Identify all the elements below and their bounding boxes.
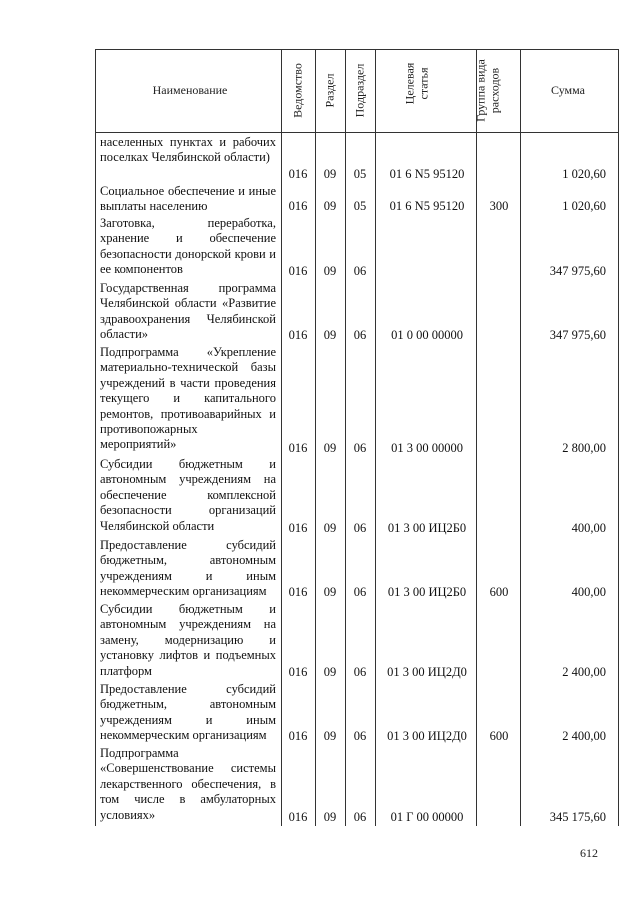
row-name: Подпрограмма «Укрепление материально-технической базы учреждений в части проведения текущего и капитального ремонтов, противоаварийных и противопожарных мероприятий» <box>100 345 276 452</box>
column-divider <box>345 49 346 826</box>
row-podrazdel: 06 <box>353 665 367 679</box>
row-vedomstvo: 016 <box>288 729 308 743</box>
row-podrazdel: 06 <box>353 729 367 743</box>
row-razdel: 09 <box>323 167 337 181</box>
row-gruppa: 300 <box>489 199 509 213</box>
row-celevaya: 01 Г 00 00000 <box>390 810 464 824</box>
row-name: Предоставление субсидий бюджетным, автономным учреждениям и иным некоммерческим организациям <box>100 682 276 743</box>
row-vedomstvo: 016 <box>288 810 308 824</box>
row-summa: 1 020,60 <box>562 199 606 213</box>
row-vedomstvo: 016 <box>288 665 308 679</box>
header-gruppa-line2: расходов <box>487 67 502 114</box>
row-razdel: 09 <box>323 521 337 535</box>
header-razdel: Раздел <box>322 73 337 108</box>
row-summa: 2 400,00 <box>562 729 606 743</box>
row-name: Государственная программа Челябинской области «Развитие здравоохранения Челябинской области» <box>100 281 276 342</box>
row-razdel: 09 <box>323 264 337 278</box>
header-summa: Сумма <box>551 83 585 97</box>
row-celevaya: 01 3 00 ИЦ2Б0 <box>387 521 467 535</box>
row-vedomstvo: 016 <box>288 264 308 278</box>
row-celevaya: 01 6 N5 95120 <box>389 167 465 181</box>
row-podrazdel: 06 <box>353 264 367 278</box>
row-podrazdel: 06 <box>353 328 367 342</box>
row-podrazdel: 06 <box>353 810 367 824</box>
header-name: Наименование <box>152 83 228 97</box>
row-summa: 347 975,60 <box>549 328 606 342</box>
row-celevaya: 01 3 00 ИЦ2Б0 <box>387 585 467 599</box>
page-number: 612 <box>580 846 598 860</box>
row-podrazdel: 05 <box>353 199 367 213</box>
row-vedomstvo: 016 <box>288 199 308 213</box>
column-divider <box>520 49 521 826</box>
row-vedomstvo: 016 <box>288 441 308 455</box>
row-celevaya: 01 0 00 00000 <box>391 328 463 342</box>
row-podrazdel: 06 <box>353 441 367 455</box>
header-gruppa-line1: Группа вида <box>473 59 488 122</box>
column-divider <box>95 49 96 826</box>
row-vedomstvo: 016 <box>288 521 308 535</box>
row-gruppa: 600 <box>489 729 509 743</box>
table-header-border <box>95 132 618 133</box>
row-name: Заготовка, переработка, хранение и обеспечение безопасности донорской крови и ее компонентов <box>100 216 276 277</box>
row-name: населенных пунктах и рабочих поселках Челябинской области) <box>100 135 276 165</box>
row-summa: 1 020,60 <box>562 167 606 181</box>
row-name: Социальное обеспечение и иные выплаты населению <box>100 184 276 214</box>
row-celevaya: 01 3 00 ИЦ2Д0 <box>387 729 467 743</box>
row-summa: 2 400,00 <box>562 665 606 679</box>
header-podrazdel: Подраздел <box>352 63 367 118</box>
column-divider <box>281 49 282 826</box>
row-razdel: 09 <box>323 328 337 342</box>
row-summa: 2 800,00 <box>562 441 606 455</box>
row-summa: 347 975,60 <box>549 264 606 278</box>
column-divider <box>375 49 376 826</box>
row-podrazdel: 06 <box>353 521 367 535</box>
row-podrazdel: 06 <box>353 585 367 599</box>
column-divider <box>315 49 316 826</box>
row-razdel: 09 <box>323 810 337 824</box>
row-vedomstvo: 016 <box>288 167 308 181</box>
row-razdel: 09 <box>323 199 337 213</box>
header-vedomstvo: Ведомство <box>290 63 305 118</box>
header-celevaya-line1: Целевая <box>402 62 417 105</box>
column-divider <box>476 49 477 826</box>
row-name: Предоставление субсидий бюджетным, автономным учреждениям и иным некоммерческим организациям <box>100 538 276 599</box>
row-celevaya: 01 6 N5 95120 <box>389 199 465 213</box>
column-divider <box>618 49 619 826</box>
row-gruppa: 600 <box>489 585 509 599</box>
row-razdel: 09 <box>323 665 337 679</box>
row-summa: 345 175,60 <box>549 810 606 824</box>
row-summa: 400,00 <box>571 521 606 535</box>
row-celevaya: 01 3 00 ИЦ2Д0 <box>387 665 467 679</box>
row-vedomstvo: 016 <box>288 585 308 599</box>
row-name: Субсидии бюджетным и автономным учреждениям на замену, модернизацию и установку лифтов и подъемных платформ <box>100 602 276 678</box>
row-celevaya: 01 3 00 00000 <box>391 441 463 455</box>
row-summa: 400,00 <box>571 585 606 599</box>
row-razdel: 09 <box>323 585 337 599</box>
row-vedomstvo: 016 <box>288 328 308 342</box>
row-name: Подпрограмма «Совершенствование системы лекарственного обеспечения, в том числе в амбулаторных условиях» <box>100 746 276 822</box>
row-podrazdel: 05 <box>353 167 367 181</box>
row-razdel: 09 <box>323 441 337 455</box>
header-celevaya-line2: статья <box>416 67 431 100</box>
row-name: Субсидии бюджетным и автономным учреждениям на обеспечение комплексной безопасности организаций Челябинской области <box>100 457 276 533</box>
row-razdel: 09 <box>323 729 337 743</box>
